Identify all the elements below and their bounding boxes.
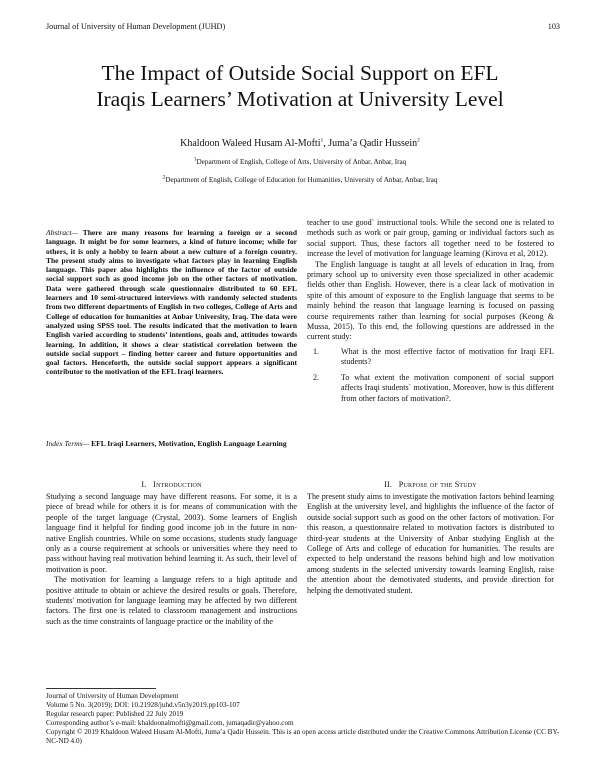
question-text: What is the most effective factor of motivation for Iraqi EFL students?	[341, 346, 554, 367]
title-line-1: The Impact of Outside Social Support on EFL	[101, 61, 499, 85]
question-text: To what extent the motivation component of social support affects Iraqi students` motivation. Moreover, how is this different from other factors of motivation?.	[341, 372, 554, 403]
footer-journal: Journal of University of Human Development	[46, 692, 179, 700]
abstract	[46, 228, 297, 377]
right-column-continuation	[307, 218, 554, 409]
footer-email: Corresponding author’s e-mail: khaldoonalmofti@gmail.com, jumaqadir@yahoo.com	[46, 719, 294, 727]
continued-paragraph: teacher to use good` instructional tools. While the second one is related to methods such as work or pair group, gaming or individual factors such as social support. Thus, these factors all together need to be fostered to increase the level of motivation for language learning (Kirova et al, 2012).	[307, 218, 554, 259]
paper-title	[40, 60, 560, 112]
section-number: I.	[141, 480, 147, 489]
affiliation-2-text: Department of English, College of Education for Humanities, University of Anbar, Anbar, Iraq	[165, 176, 438, 184]
question-number: 2.	[313, 372, 320, 382]
affiliation-1	[40, 158, 560, 166]
index-terms-lead: Index Terms—	[46, 439, 90, 448]
purpose-body	[307, 492, 554, 596]
section-number: II.	[384, 480, 393, 489]
affiliation-2-mark: 2	[162, 174, 166, 181]
affiliation-1-mark: 1	[193, 156, 197, 163]
author-separator: ,	[323, 138, 329, 149]
footer	[46, 692, 560, 746]
section-heading-purpose	[307, 480, 554, 489]
abstract-lead: Abstract—	[46, 228, 79, 237]
author-2-mark: 2	[417, 137, 420, 144]
author-1-mark: 1	[320, 137, 324, 144]
author-list	[40, 138, 560, 149]
introduction-body	[46, 492, 297, 627]
research-question	[307, 347, 554, 368]
question-number: 1.	[313, 346, 320, 356]
abstract-text: There are many reasons for learning a foreign or a second language. It might be for some learners, a kind of future income; while for others, it is only a hobby to learn about a new culture of a foreign country. The present study aims to investigate what factors play in learning English language. This paper also highlights the influence of the factor of outside social support such as good income job on the other factors of motivation. Data were gathered through scale questionnaire distributed to 60 EFL learners and 10 semi-structured interviews with randomly selected students from two different departments of English in two colleges, College of Arts and College of education for humanities at Anbar University, Iraq. The data were analyzed using SPSS tool. The results indicated that the motivation to learn English varied according to students’ intentions, goals and, attitudes towards learning. In addition, it shows a clear statistical correlation between the outside social support – finding better career and future opportunities and goal factors. Henceforth, the outside social support appears a significant contributor to the motivation of the EFL Iraqi learners.	[46, 228, 297, 377]
purpose-paragraph: The present study aims to investigate the motivation factors behind learning English at the university level, and highlights the influence of the factor of outside social support such as good on the other factors of motivation. For this reason, a questionnaire related to motivation factors is distributed to third-year students at the University of Anbar studying English at the College of Arts and college of education for humanities. The results are expected to help understand the reasons behind high and low motivation among students in the selected university towards learning English, raise the attention about the demotivated students, and provide direction for helping the demotivated student.	[307, 492, 554, 595]
footer-copyright: Copyright © 2019 Khaldoon Waleed Husam Al-Mofti, Juma’a Qadir Hussein. This is an open access article distributed under the Creative Commons Attribution License (CC BY-NC-ND 4.0)	[46, 728, 560, 745]
index-terms	[46, 439, 297, 448]
footer-volume-doi: Volume 5 No. 3(2019); DOI: 10.21928/juhd.v5n3y2019.pp103-107	[46, 701, 240, 709]
intro-paragraph-1: Studying a second language may have different reasons. For some, it is a piece of bread while for others it is for means of communication with the people of the target language (Crystal, 2003). Some learners of English language find it helpful for finding good income job in the future in non-native English countries. While on some occasions, students study language only as a course requirement at schools or universities where they need to pass without having real motivation behind learning it. As such, their level of motivation is poor.	[46, 492, 297, 574]
footer-rule	[46, 688, 156, 689]
index-terms-text: EFL Iraqi Learners, Motivation, English Language Learning	[89, 439, 287, 448]
research-question	[307, 373, 554, 404]
intro-paragraph-2: The motivation for learning a language refers to a high aptitude and positive attitude to obtain or achieve the desired results or goals. Therefore, students' motivation for language learning may be affected by two different factors. The first one is related to classroom management and instructions such as the time constraints of language practice or the inability of the	[46, 575, 297, 626]
author-2: Juma’a Qadir Hussein	[328, 138, 418, 149]
iraq-paragraph: The English language is taught at all levels of education in Iraq, from primary school up to university even those specialized in other academic fields other than English. However, there is a clear lack of motivation in spite of this amount of exposure to the English language that seems to be mainly behind the reason that language learning is focused on passing course requirements rather than learning for social purposes (Keong & Mussa, 2015). To this end, the following questions are addressed in the current study:	[307, 259, 554, 342]
page-number: 103	[547, 22, 560, 31]
journal-name: Journal of University of Human Development (JUHD)	[46, 22, 226, 31]
affiliation-1-text: Department of English, College of Arts, University of Anbar, Anbar, Iraq	[196, 158, 407, 166]
section-title: Introduction	[153, 480, 202, 489]
running-head	[46, 22, 560, 34]
research-questions	[307, 347, 554, 404]
section-heading-introduction	[46, 480, 297, 489]
affiliation-2	[40, 176, 560, 184]
section-title: Purpose of the Study	[398, 480, 477, 489]
title-line-2: Iraqis Learners’ Motivation at University Level	[96, 87, 504, 111]
author-1: Khaldoon Waleed Husam Al-Mofti	[180, 138, 321, 149]
footer-published: Regular research paper: Published 22 July 2019	[46, 710, 184, 718]
